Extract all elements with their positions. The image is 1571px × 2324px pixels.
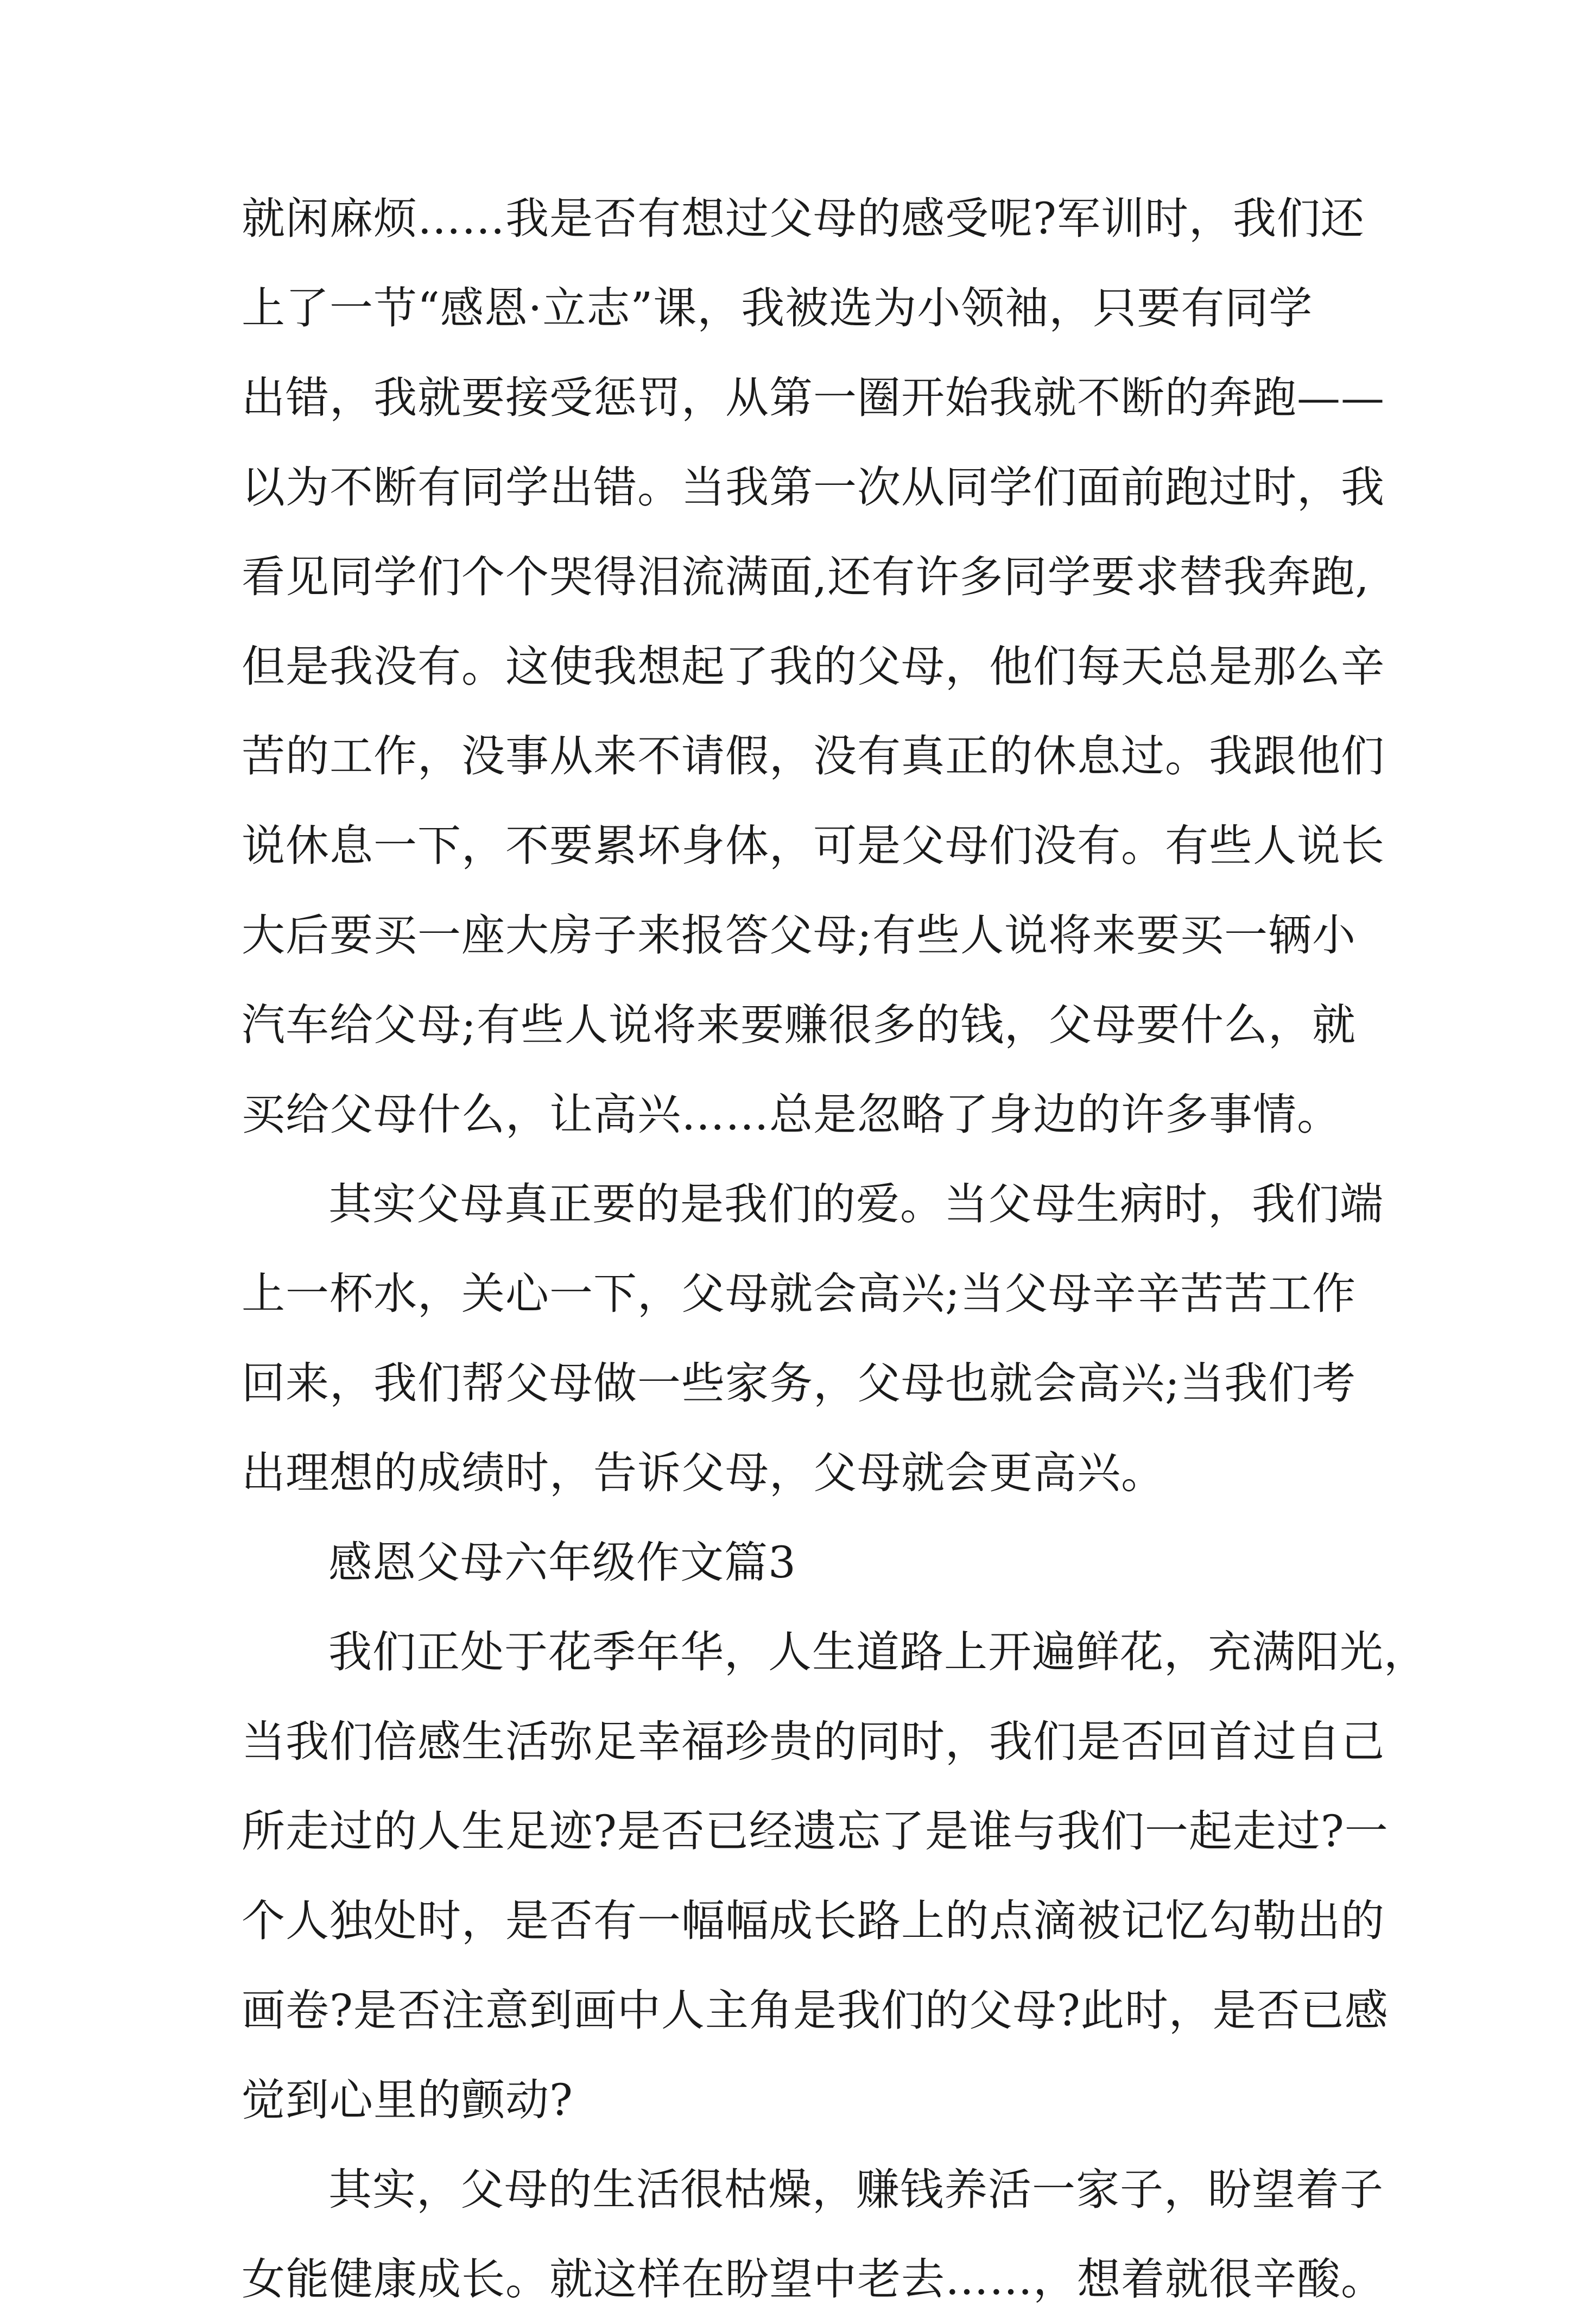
text-line: 说休息一下，不要累坏身体，可是父母们没有。有些人说长 <box>242 820 1385 871</box>
text-line: 我们正处于花季年华，人生道路上开遍鲜花，充满阳光， <box>328 1627 1428 1677</box>
text-line: 苦的工作，没事从来不请假，没有真正的休息过。我跟他们 <box>242 731 1385 781</box>
text-line: 大后要买一座大房子来报答父母;有些人说将来要买一辆小 <box>242 910 1356 961</box>
text-line: 所走过的人生足迹?是否已经遗忘了是谁与我们一起走过?一 <box>242 1806 1389 1856</box>
document-body <box>242 174 1428 2324</box>
text-line: 出理想的成绩时，告诉父母，父母就会更高兴。 <box>242 1448 1165 1498</box>
text-line: 回来，我们帮父母做一些家务，父母也就会高兴;当我们考 <box>242 1358 1356 1409</box>
text-line: 上一杯水，关心一下，父母就会高兴;当父母辛辛苦苦工作 <box>242 1268 1356 1319</box>
text-line: 感恩父母六年级作文篇3 <box>328 1537 796 1588</box>
text-line: 买给父母什么，让高兴……总是忽略了身边的许多事情。 <box>242 1089 1341 1140</box>
text-line: 看见同学们个个哭得泪流满面,还有许多同学要求替我奔跑, <box>242 552 1370 602</box>
text-line: 其实，父母的生活很枯燥，赚钱养活一家子，盼望着子 <box>328 2164 1384 2215</box>
text-line: 觉到心里的颤动? <box>242 2075 573 2125</box>
text-line: 画卷?是否注意到画中人主角是我们的父母?此时，是否已感 <box>242 1985 1389 2036</box>
text-line: 上了一节“感恩·立志”课，我被选为小领袖，只要有同学 <box>242 283 1313 333</box>
text-line: 其实父母真正要的是我们的爱。当父母生病时，我们端 <box>328 1179 1384 1229</box>
text-line: 个人独处时，是否有一幅幅成长路上的点滴被记忆勾勒出的 <box>242 1896 1385 1946</box>
text-line: 就闲麻烦……我是否有想过父母的感受呢?军训时，我们还 <box>242 193 1365 244</box>
text-line: 女能健康成长。就这样在盼望中老去……，想着就很辛酸。 <box>242 2254 1385 2304</box>
text-line: 汽车给父母;有些人说将来要赚很多的钱，父母要什么，就 <box>242 1000 1356 1050</box>
text-line: 当我们倍感生活弥足幸福珍贵的同时，我们是否回首过自己 <box>242 1716 1385 1767</box>
text-line: 但是我没有。这使我想起了我的父母，他们每天总是那么辛 <box>242 641 1385 692</box>
text-line: 以为不断有同学出错。当我第一次从同学们面前跑过时，我 <box>242 462 1385 513</box>
text-line: 出错，我就要接受惩罚，从第一圈开始我就不断的奔跑—— <box>242 372 1385 423</box>
